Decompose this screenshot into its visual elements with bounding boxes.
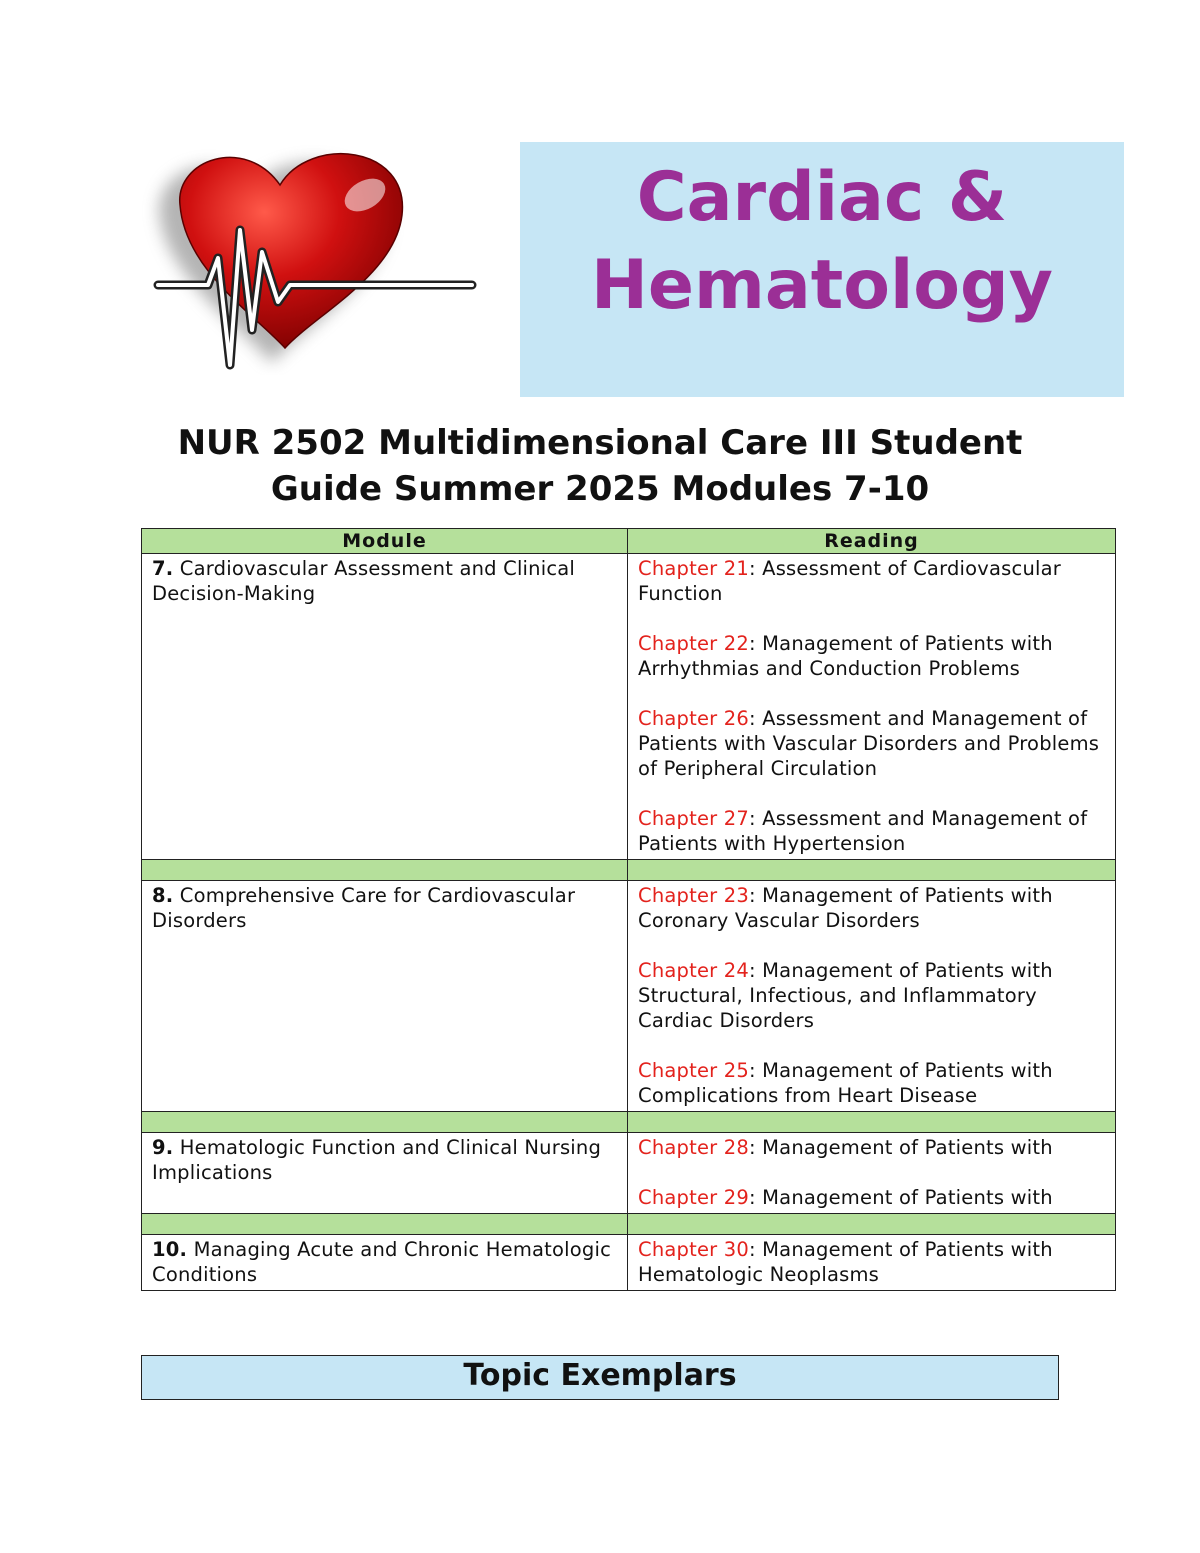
module-title: Cardiovascular Assessment and Clinical Decision-Making bbox=[152, 557, 576, 605]
reading-cell bbox=[628, 1133, 1116, 1214]
spacer-row bbox=[142, 1214, 1116, 1235]
table-row bbox=[142, 881, 1116, 1112]
chapter-description: : Management of Patients with Arrhythmias and Conduction Problems bbox=[638, 632, 1053, 680]
reading-item bbox=[638, 1058, 1105, 1108]
table-row bbox=[142, 1133, 1116, 1214]
chapter-label: Chapter 27 bbox=[638, 807, 749, 830]
title-line-1: Cardiac & bbox=[636, 158, 1008, 237]
spacer-cell bbox=[142, 1112, 628, 1133]
chapter-label: Chapter 25 bbox=[638, 1059, 749, 1082]
reading-item bbox=[638, 883, 1105, 933]
title-banner bbox=[520, 142, 1124, 397]
chapter-label: Chapter 23 bbox=[638, 884, 749, 907]
module-number: 9. bbox=[152, 1136, 174, 1159]
spacer-row bbox=[142, 860, 1116, 881]
table-header-row bbox=[142, 529, 1116, 554]
reading-item bbox=[638, 556, 1105, 606]
chapter-label: Chapter 21 bbox=[638, 557, 749, 580]
module-number: 8. bbox=[152, 884, 174, 907]
module-cell bbox=[142, 554, 628, 860]
spacer-cell bbox=[142, 860, 628, 881]
reading-item bbox=[638, 631, 1105, 681]
chapter-description: : Assessment of Cardiovascular Function bbox=[638, 557, 1061, 605]
reading-item bbox=[638, 1185, 1105, 1210]
chapter-description: : Management of Patients with Hematologic Neoplasms bbox=[638, 1238, 1053, 1286]
column-header-reading: Reading bbox=[628, 529, 1116, 554]
chapter-description: : Management of Patients with bbox=[748, 1136, 1053, 1159]
reading-item bbox=[638, 1135, 1105, 1160]
chapter-label: Chapter 28 bbox=[638, 1136, 749, 1159]
reading-item bbox=[638, 1237, 1105, 1287]
reading-item bbox=[638, 706, 1105, 781]
spacer-cell bbox=[628, 1112, 1116, 1133]
chapter-description: : Assessment and Management of Patients with Hypertension bbox=[638, 807, 1088, 855]
column-header-module: Module bbox=[142, 529, 628, 554]
chapter-label: Chapter 29 bbox=[638, 1186, 749, 1209]
module-title: Hematologic Function and Clinical Nursing Implications bbox=[152, 1136, 602, 1184]
reading-cell bbox=[628, 554, 1116, 860]
chapter-description: : Management of Patients with Structural, Infectious, and Inflammatory Cardiac Disorders bbox=[638, 959, 1053, 1032]
module-title: Comprehensive Care for Cardiovascular Disorders bbox=[152, 884, 576, 932]
table-body bbox=[142, 554, 1116, 1291]
spacer-row bbox=[142, 1112, 1116, 1133]
chapter-label: Chapter 24 bbox=[638, 959, 749, 982]
module-reading-table bbox=[141, 528, 1116, 1291]
reading-cell bbox=[628, 881, 1116, 1112]
spacer-cell bbox=[628, 860, 1116, 881]
guide-title-line-1: NUR 2502 Multidimensional Care III Student bbox=[177, 423, 1023, 463]
chapter-description: : Management of Patients with Complications from Heart Disease bbox=[638, 1059, 1053, 1107]
module-number: 10. bbox=[152, 1238, 188, 1261]
chapter-label: Chapter 26 bbox=[638, 707, 749, 730]
table-row bbox=[142, 1235, 1116, 1291]
title-line-2: Hematology bbox=[590, 246, 1054, 325]
guide-title bbox=[100, 420, 1100, 512]
guide-title-line-2: Guide Summer 2025 Modules 7-10 bbox=[270, 469, 930, 509]
chapter-description: : Management of Patients with bbox=[748, 1186, 1053, 1209]
spacer-cell bbox=[142, 1214, 628, 1235]
reading-item bbox=[638, 806, 1105, 856]
heart-ecg-icon bbox=[140, 140, 480, 375]
chapter-description: : Management of Patients with Coronary Vascular Disorders bbox=[638, 884, 1053, 932]
module-number: 7. bbox=[152, 557, 174, 580]
spacer-cell bbox=[628, 1214, 1116, 1235]
reading-cell bbox=[628, 1235, 1116, 1291]
chapter-description: : Assessment and Management of Patients with Vascular Disorders and Problems of Peripheral Circulation bbox=[638, 707, 1100, 780]
module-cell bbox=[142, 1235, 628, 1291]
module-title: Managing Acute and Chronic Hematologic Conditions bbox=[152, 1238, 612, 1286]
module-cell bbox=[142, 1133, 628, 1214]
topic-exemplars-heading: Topic Exemplars bbox=[141, 1355, 1059, 1400]
module-cell bbox=[142, 881, 628, 1112]
table-row bbox=[142, 554, 1116, 860]
chapter-label: Chapter 30 bbox=[638, 1238, 749, 1261]
reading-item bbox=[638, 958, 1105, 1033]
chapter-label: Chapter 22 bbox=[638, 632, 749, 655]
